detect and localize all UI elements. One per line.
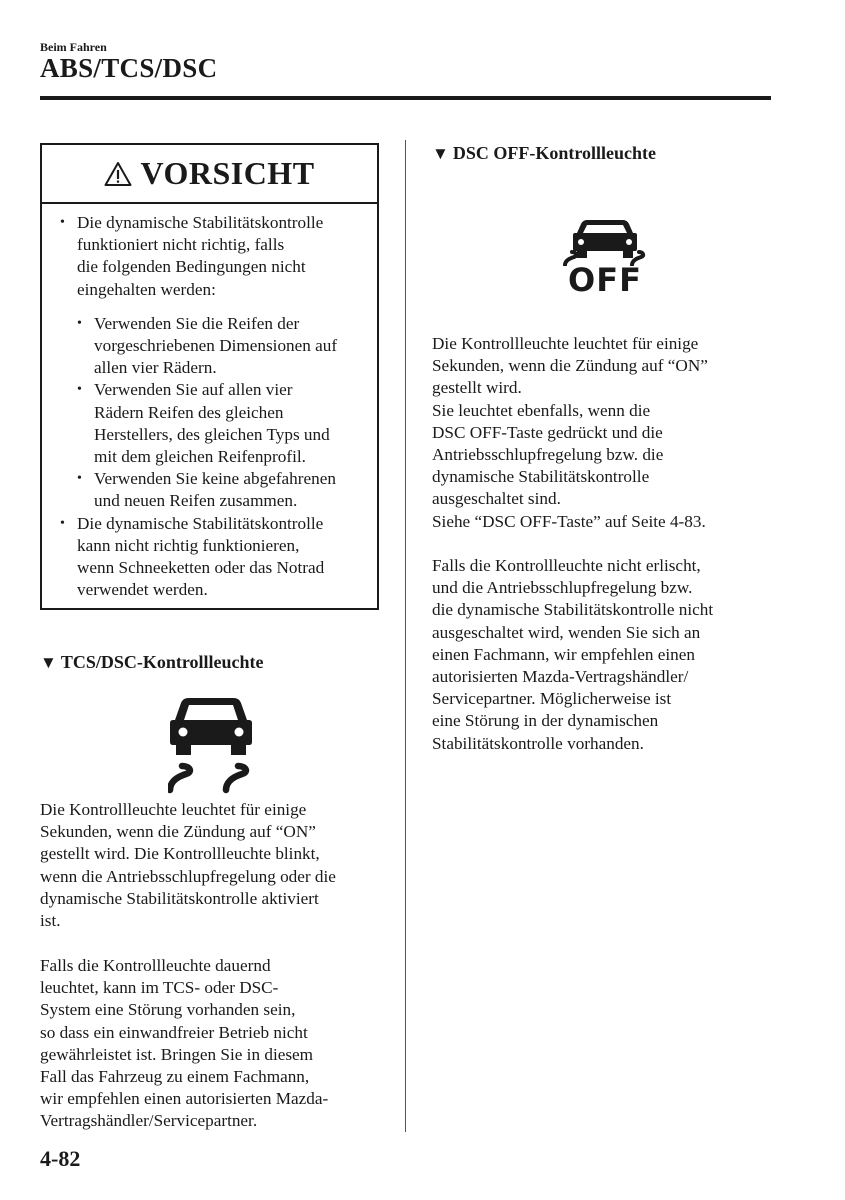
text-line: kann nicht richtig funktionieren, (77, 535, 300, 555)
dsc-off-paragraph (432, 333, 777, 533)
text-line: und die Antriebsschlupfregelung bzw. (432, 578, 693, 598)
text-line: wenn Schneeketten oder das Notrad (77, 558, 325, 578)
tcs-dsc-paragraph (40, 955, 385, 1133)
caution-sub-bullet (77, 313, 369, 380)
text-line: Servicepartner. Möglicherweise ist (432, 689, 672, 709)
text-line: die folgenden Bedingungen nicht (77, 257, 306, 277)
text-line: so dass ein einwandfreier Betrieb nicht (40, 1022, 308, 1042)
text-line: vorgeschriebenen Dimensionen auf (94, 336, 338, 356)
text-line: ist. (40, 911, 61, 931)
text-line: Die Kontrollleuchte leuchtet für einige (40, 800, 307, 819)
text-line: allen vier Rädern. (94, 358, 217, 378)
warning-triangle-icon (104, 161, 132, 187)
text-line: leuchtet, kann im TCS- oder DSC- (40, 978, 279, 998)
column-divider (405, 140, 406, 1132)
caution-sub-bullet (77, 468, 369, 512)
text-line: mit dem gleichen Reifenprofil. (94, 447, 306, 467)
text-line: • Verwenden Sie keine abgefahrenen (94, 469, 336, 489)
text-line: autorisierten Mazda-Vertragshändler/ (432, 667, 689, 687)
dsc-off-paragraph (432, 555, 777, 755)
tcs-dsc-heading (40, 652, 264, 673)
text-line: Fall das Fahrzeug zu einem Fachmann, (40, 1067, 310, 1087)
caution-box (40, 143, 379, 610)
text-line: Sekunden, wenn die Zündung auf “ON” (40, 822, 316, 842)
text-line: gestellt wird. (432, 378, 522, 398)
page-number: 4-82 (40, 1146, 81, 1171)
caution-bullet (60, 513, 369, 602)
text-line: dynamische Stabilitätskontrolle (432, 467, 650, 487)
header-rule (40, 96, 771, 100)
text-line: gestellt wird. Die Kontrollleuchte blinkt, (40, 844, 320, 864)
text-line: Herstellers, des gleichen Typs und (94, 424, 330, 444)
text-line: Falls die Kontrollleuchte dauernd (40, 956, 271, 975)
text-line: Die Kontrollleuchte leuchtet für einige (432, 334, 699, 353)
text-line: Sie leuchtet ebenfalls, wenn die (432, 400, 651, 420)
triangle-marker-icon: ▼ (40, 652, 57, 672)
caution-title: VORSICHT (140, 155, 315, 191)
text-line: gewährleistet ist. Bringen Sie in diesem (40, 1044, 314, 1064)
car-skid-icon (560, 218, 650, 266)
text-line: Antriebsschlupfregelung bzw. die (432, 445, 664, 465)
caution-header (42, 145, 377, 204)
text-line: System eine Störung vorhanden sein, (40, 1000, 296, 1020)
caution-body (42, 204, 377, 601)
text-line: • Verwenden Sie auf allen vier (94, 380, 293, 400)
tcs-dsc-heading-text: TCS/DSC-Kontrollleuchte (60, 652, 264, 672)
text-line: eingehalten werden: (77, 279, 216, 299)
text-line: Stabilitätskontrolle vorhanden. (432, 733, 644, 753)
text-line: ausgeschaltet wird, wenden Sie sich an (432, 622, 701, 642)
text-line: • Verwenden Sie die Reifen der (94, 313, 300, 333)
text-line: dynamische Stabilitätskontrolle aktiviert (40, 888, 319, 908)
page-title: ABS/TCS/DSC (40, 53, 218, 83)
text-line: einen Fachmann, wir empfehlen einen (432, 644, 695, 664)
text-line: eine Störung in der dynamischen (432, 711, 659, 731)
dsc-off-warning-light-icon (560, 218, 650, 300)
text-line: Siehe “DSC OFF-Taste” auf Seite 4-83. (432, 511, 706, 531)
text-line: Falls die Kontrollleuchte nicht erlischt, (432, 556, 701, 575)
text-line: die dynamische Stabilitätskontrolle nicht (432, 600, 714, 620)
tcs-dsc-warning-light-icon (168, 694, 254, 796)
text-line: funktioniert nicht richtig, falls (77, 235, 285, 255)
section-label: Beim Fahren (40, 40, 107, 54)
tcs-dsc-paragraph (40, 799, 385, 932)
caution-sub-bullet (77, 379, 369, 468)
dsc-off-heading (432, 143, 656, 164)
triangle-marker-icon: ▼ (432, 143, 449, 163)
text-line: Vertragshändler/Servicepartner. (40, 1111, 258, 1131)
text-line: • Die dynamische Stabilitätskontrolle (77, 213, 324, 232)
text-line: ausgeschaltet sind. (432, 489, 561, 509)
text-line: Rädern Reifen des gleichen (94, 402, 284, 422)
dsc-off-heading-text: DSC OFF-Kontrollleuchte (452, 143, 656, 163)
dsc-off-icon-text: OFF (568, 261, 642, 299)
text-line: wenn die Antriebsschlupfregelung oder die (40, 866, 336, 886)
text-line: DSC OFF-Taste gedrückt und die (432, 422, 663, 442)
text-line: wir empfehlen einen autorisierten Mazda- (40, 1089, 329, 1109)
text-line: und neuen Reifen zusammen. (94, 491, 298, 511)
caution-bullet (60, 212, 369, 301)
text-line: verwendet werden. (77, 580, 208, 600)
text-line: • Die dynamische Stabilitätskontrolle (77, 513, 324, 533)
text-line: Sekunden, wenn die Zündung auf “ON” (432, 356, 708, 376)
